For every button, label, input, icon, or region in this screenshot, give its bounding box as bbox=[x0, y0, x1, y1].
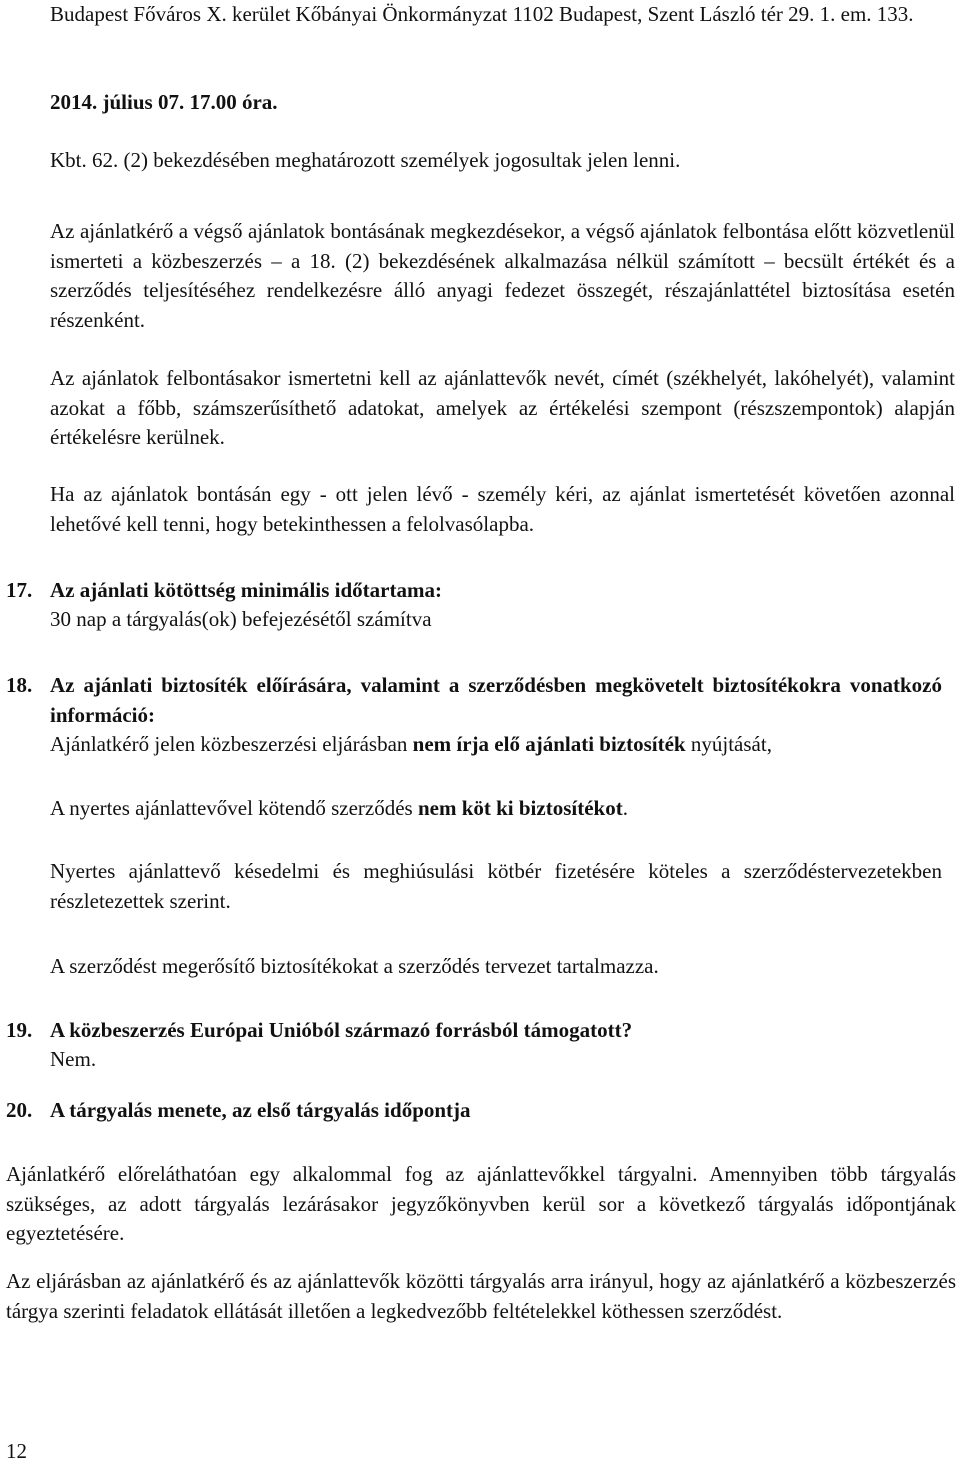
guarantee-line-2-post: . bbox=[622, 796, 628, 820]
guarantee-line-1-pre: Ajánlatkérő jelen közbeszerzési eljárásban bbox=[50, 732, 413, 756]
guarantee-paragraph-4: A szerződést megerősítő biztosítékokat a szerződés tervezet tartalmazza. bbox=[50, 954, 659, 978]
guarantee-line-2-bold: nem köt ki biztosítékot bbox=[417, 796, 623, 820]
guarantee-line-2 bbox=[50, 794, 950, 824]
negotiation-paragraph-2: Az eljárásban az ajánlatkérő és az ajánlattevők közötti tárgyalás arra irányul, hogy az ajánlatkérő a közbeszerzés tárgya szerinti feladatok ellátását illetően a legkedvezőbb feltételekkel köthessen szerződést. bbox=[6, 1269, 956, 1323]
page-number: 12 bbox=[6, 1439, 27, 1463]
guarantee-line-1-bold: nem írja elő ajánlati biztosíték bbox=[412, 732, 686, 756]
opening-paragraph-3: Ha az ajánlatok bontásán egy - ott jelen lévő - személy kéri, az ajánlat ismertetését követően azonnal lehetővé kell tenni, hogy betekinthessen a felolvasólapba. bbox=[50, 482, 955, 536]
negotiation-paragraph-1: Ajánlatkérő előreláthatóan egy alkalommal fog az ajánlattevőkkel tárgyalni. Amennyiben több tárgyalás szükséges, az adott tárgyalás lezárásakor jegyzőkönyvben kerül sor a következő tárgyalás időpontjának egyeztetésére. bbox=[6, 1162, 956, 1245]
section-18-title: Az ajánlati biztosíték előírására, valamint a szerződésben megkövetelt biztosítékokra vonatkozó információ: bbox=[50, 673, 942, 727]
opening-paragraph-2: Az ajánlatok felbontásakor ismertetni kell az ajánlattevők nevét, címét (székhelyét, lakóhelyét), valamint azokat a főbb, számszerűsíthető adatokat, amelyek az értékelési szempont (részszempontok) alapján értékelésre kerülnek. bbox=[50, 366, 955, 449]
section-19-answer: Nem. bbox=[50, 1047, 97, 1071]
date-line: 2014. július 07. 17.00 óra. bbox=[50, 90, 278, 114]
section-17-number: 17. bbox=[6, 578, 33, 602]
guarantee-line-2-pre: A nyertes ajánlattevővel kötendő szerződés bbox=[50, 796, 418, 820]
guarantee-paragraph-3: Nyertes ajánlattevő késedelmi és meghiúsulási kötbér fizetésére köteles a szerződéstervezetekben részletezettek szerint. bbox=[50, 859, 942, 913]
section-19-number: 19. bbox=[6, 1018, 33, 1042]
opening-paragraph-1: Az ajánlatkérő a végső ajánlatok bontásának megkezdésekor, a végső ajánlatok felbontása előtt közvetlenül ismerteti a közbeszerzés – a 18. (2) bekezdésének alkalmazása nélkül számított – becsült értékét és a szerződés teljesítéséhez rendelkezésre álló anyagi fedezet összegét, részajánlattétel biztosítása esetén részenként. bbox=[50, 219, 955, 332]
section-18-number: 18. bbox=[6, 673, 33, 697]
guarantee-line-1 bbox=[50, 730, 950, 760]
section-17-title: Az ajánlati kötöttség minimális időtartama: bbox=[50, 578, 442, 602]
guarantee-line-1-post: nyújtását, bbox=[685, 732, 772, 756]
address-text: Budapest Főváros X. kerület Kőbányai Önkormányzat 1102 Budapest, Szent László tér 29. 1. em. 133. bbox=[50, 2, 914, 26]
kbt-line: Kbt. 62. (2) bekezdésében meghatározott személyek jogosultak jelen lenni. bbox=[50, 148, 681, 172]
section-17-text: 30 nap a tárgyalás(ok) befejezésétől számítva bbox=[50, 607, 432, 631]
section-20-number: 20. bbox=[6, 1098, 33, 1122]
section-19-title: A közbeszerzés Európai Unióból származó forrásból támogatott? bbox=[50, 1018, 633, 1042]
section-20-title: A tárgyalás menete, az első tárgyalás időpontja bbox=[50, 1098, 471, 1122]
